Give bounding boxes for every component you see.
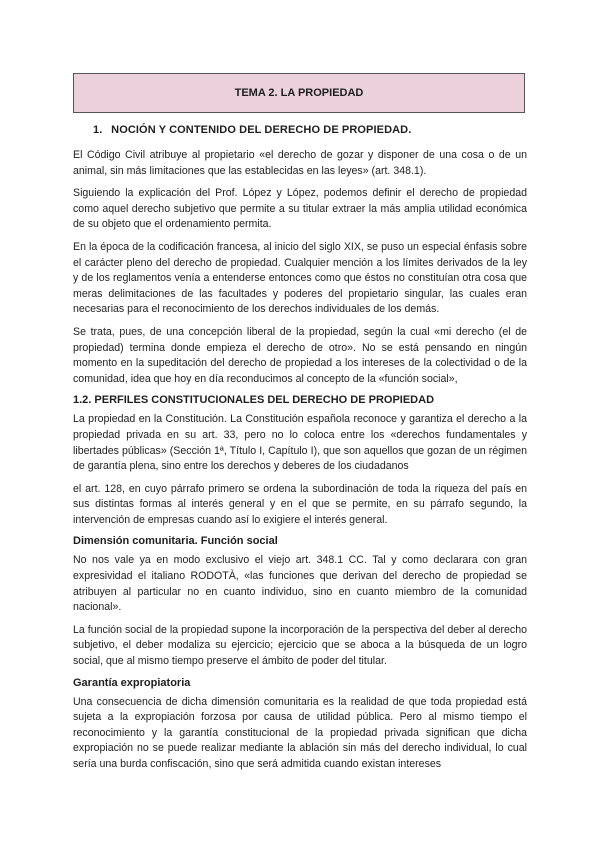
section-1-heading	[93, 124, 527, 136]
document-body	[73, 124, 527, 780]
paragraph: El Código Civil atribuye al propietario «el derecho de gozar y disponer de una cosa o de un animal, sin más limitaciones que las establecidas en las leyes» (art. 348.1).	[73, 149, 527, 177]
subsection-heading-expropiatoria: Garantía expropiatoria	[73, 676, 191, 689]
paragraph: el art. 128, en cuyo párrafo primero se ordena la subordinación de toda la riqueza del país en sus distintas formas al interés general y en el que se permite, en su párrafo segundo, la intervención de empresas cuando así lo exigiere el interés general.	[73, 482, 527, 526]
title-box	[73, 73, 525, 113]
paragraph: Una consecuencia de dicha dimensión comunitaria es la realidad de que toda propiedad está sujeta a la expropiación forzosa por causa de utilidad pública. Pero al mismo tiempo el reconocimiento y la garantía constitucional de la propiedad privada significan que dicha expropiación no se puede realizar mediante la ablación sin más del derecho individual, lo cual sería una burda confiscación, sino que será admitida cuando existan intereses	[73, 695, 527, 770]
paragraph: No nos vale ya en modo exclusivo el viejo art. 348.1 CC. Tal y como declarara con gran expresividad el italiano RODOTÀ, «las funciones que derivan del derecho de propiedad se atribuyen al particular no en cuanto individuo, sino en cuanto miembro de la comunidad nacional».	[73, 554, 527, 614]
section-1-2-heading: 1.2. PERFILES CONSTITUCIONALES DEL DERECHO DE PROPIEDAD	[73, 394, 435, 407]
paragraph: La función social de la propiedad supone la incorporación de la perspectiva del deber al derecho subjetivo, el deber modaliza su ejercicio; ejercicio que se aboca a la búsqueda de un logro social, que al mismo tiempo preserve el ámbito de poder del titular.	[73, 623, 527, 668]
subsection-heading-comunitaria: Dimensión comunitaria. Función social	[73, 535, 278, 548]
paragraph: En la época de la codificación francesa, al inicio del siglo XIX, se puso un especial énfasis sobre el carácter pleno del derecho de propiedad. Cualquier mención a los límites derivados de la ley y de los reglamentos venía a entenderse entonces como que éstos no constituían otra cosa que meras delimitaciones de las facultades y poderes del propietario singular, las cuales eran necesarias para el reconocimiento de los derechos individuales de los demás.	[73, 240, 527, 316]
section-title: NOCIÓN Y CONTENIDO DEL DERECHO DE PROPIEDAD.	[111, 124, 412, 136]
page-title: TEMA 2. LA PROPIEDAD	[234, 87, 364, 99]
paragraph: La propiedad en la Constitución. La Constitución española reconoce y garantiza el derecho a la propiedad privada en su art. 33, pero no lo coloca entre los «derechos fundamentales y libertades públicas» (Sección 1ª, Título I, Capítulo I), que son aquellos que gozan de un régimen de garantía plena, sino entre los derechos y deberes de los ciudadanos	[73, 413, 527, 473]
section-number: 1.	[93, 124, 103, 136]
paragraph: Siguiendo la explicación del Prof. López y López, podemos definir el derecho de propiedad como aquel derecho subjetivo que permite a su titular extraer la más amplia utilidad económica de su objeto que el ordenamiento permita.	[73, 187, 527, 231]
paragraph: Se trata, pues, de una concepción liberal de la propiedad, según la cual «mi derecho (el de propiedad) termina donde empieza el derecho de otro». No se está pensando en ningún momento en la supeditación del derecho de propiedad a los intereses de la colectividad o de la comunidad, idea que hoy en día reconducimos al concepto de la «función social»,	[73, 325, 527, 385]
